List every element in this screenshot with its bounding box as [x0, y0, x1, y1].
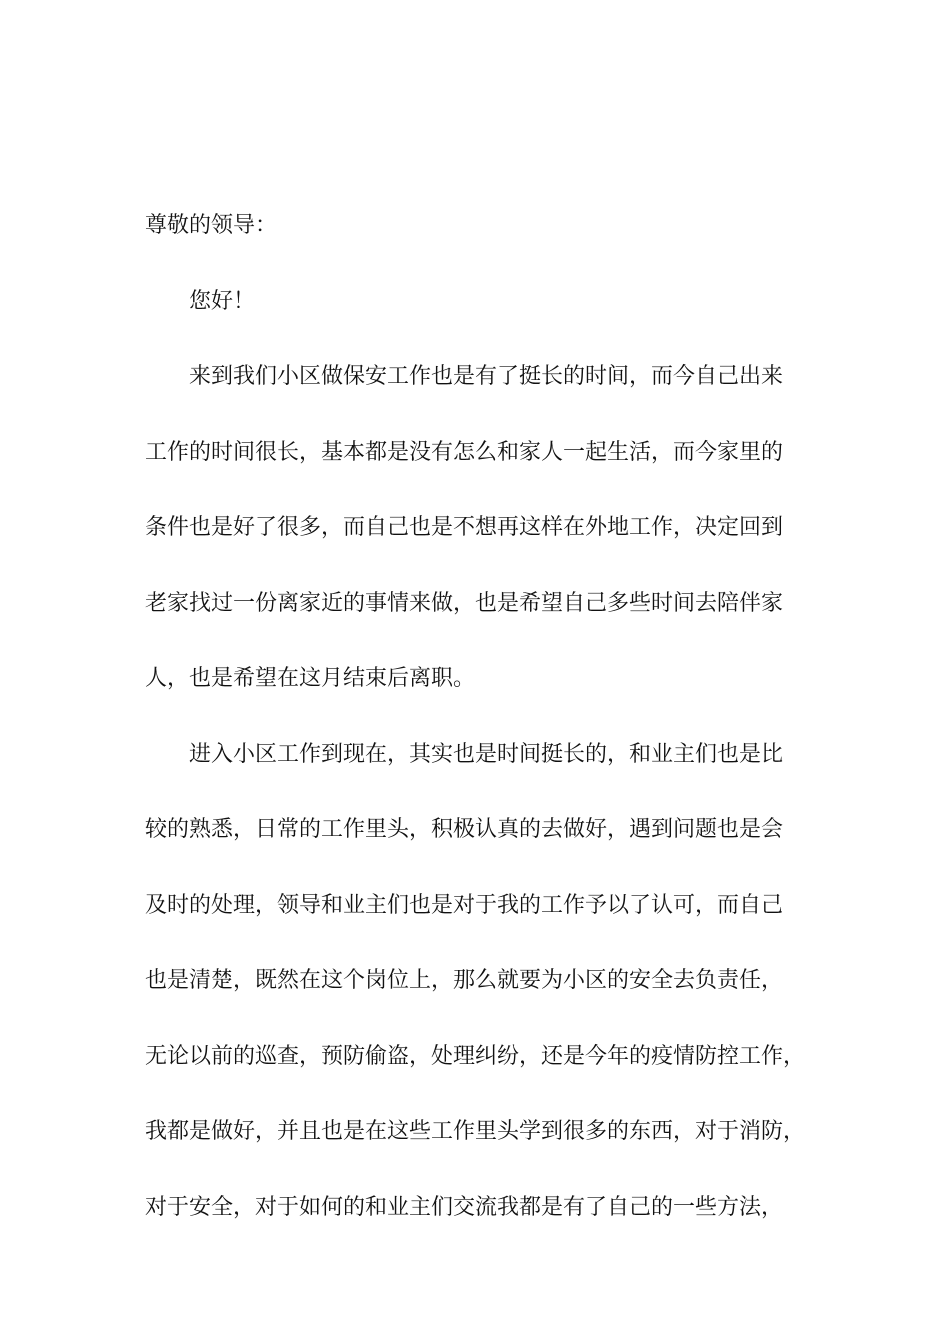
- paragraph1-line: 老家找过一份离家近的事情来做，也是希望自己多些时间去陪伴家: [145, 590, 784, 616]
- paragraph2-line: 也是清楚，既然在这个岗位上，那么就要为小区的安全去负责任，: [145, 968, 784, 993]
- paragraph2-line: 及时的处理，领导和业主们也是对于我的工作予以了认可，而自己: [145, 892, 784, 918]
- paragraph1-line: 条件也是好了很多，而自己也是不想再这样在外地工作，决定回到: [145, 515, 784, 540]
- greeting: 您好！: [189, 288, 256, 314]
- paragraph2-line: 无论以前的巡查，预防偷盗，处理纠纷，还是今年的疫情防控工作，: [145, 1043, 806, 1069]
- paragraph2-line: 我都是做好，并且也是在这些工作里头学到很多的东西，对于消防，: [145, 1119, 806, 1144]
- salutation: 尊敬的领导：: [145, 213, 278, 238]
- paragraph2-line: 较的熟悉，日常的工作里头，积极认真的去做好，遇到问题也是会: [145, 817, 784, 842]
- paragraph1-line: 工作的时间很长，基本都是没有怎么和家人一起生活，而今家里的: [145, 439, 784, 465]
- paragraph1-line: 人，也是希望在这月结束后离职。: [145, 666, 476, 691]
- paragraph2-line: 对于安全，对于如何的和业主们交流我都是有了自己的一些方法，: [145, 1194, 784, 1220]
- letter-body: [145, 206, 825, 1263]
- paragraph1-line: 来到我们小区做保安工作也是有了挺长的时间，而今自己出来: [189, 364, 784, 389]
- paragraph2-line: 进入小区工作到现在，其实也是时间挺长的，和业主们也是比: [189, 741, 784, 767]
